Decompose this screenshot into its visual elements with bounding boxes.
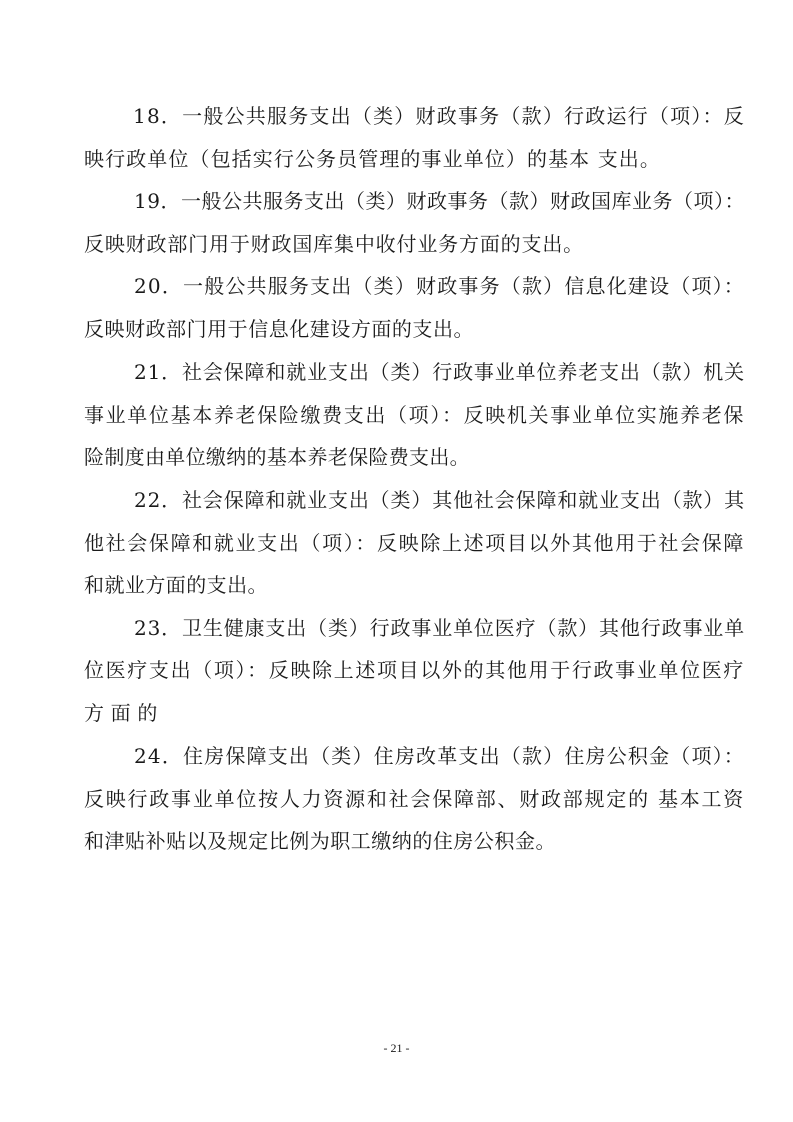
line-text: 21．社会保障和就业支出（类）行政事业单位养老支出（款）机关: [134, 360, 745, 384]
text-line: [0, 655, 793, 685]
text-line: [0, 826, 793, 856]
line-text: 23．卫生健康支出（类）行政事业单位医疗（款）其他行政事业单: [134, 616, 745, 640]
line-text: 他社会保障和就业支出（项）：反映除上述项目以外其他用于社会保障: [84, 531, 745, 555]
text-line: [0, 271, 793, 301]
text-line: [0, 613, 793, 643]
line-text: 和就业方面的支出。: [84, 573, 268, 597]
text-line: [0, 485, 793, 515]
text-line: [0, 528, 793, 558]
text-line: [0, 357, 793, 387]
line-text: 反映行政事业单位按人力资源和社会保障部、财政部规定的 基本工资: [84, 787, 745, 811]
text-line: [0, 442, 793, 472]
text-line: [0, 784, 793, 814]
text-line: [0, 144, 793, 174]
text-line: [0, 741, 793, 771]
text-line: [0, 314, 793, 344]
line-text: 位医疗支出（项）：反映除上述项目以外的其他用于行政事业单位医疗: [84, 658, 745, 682]
line-text: 反映财政部门用于财政国库集中收付业务方面的支出。: [84, 232, 584, 256]
line-text: 24．住房保障支出（类）住房改革支出（款）住房公积金（项）：: [134, 744, 745, 768]
text-line: [0, 570, 793, 600]
line-text: 方面的: [84, 701, 164, 725]
line-text: 险制度由单位缴纳的基本养老保险费支出。: [84, 445, 470, 469]
line-text: 18．一般公共服务支出（类）财政事务（款）行政运行（项）：反: [133, 104, 745, 128]
text-line: [0, 229, 793, 259]
line-text: 20．一般公共服务支出（类）财政事务（款）信息化建设（项）：: [134, 274, 745, 298]
page-number: - 21 -: [383, 1041, 410, 1055]
line-text: 事业单位基本养老保险缴费支出（项）：反映机关事业单位实施养老保: [84, 403, 745, 427]
line-text: 22．社会保障和就业支出（类）其他社会保障和就业支出（款）其: [134, 488, 745, 512]
line-text: 反映财政部门用于信息化建设方面的支出。: [84, 317, 474, 341]
line-text: 映行政单位（包括实行公务员管理的事业单位）的基本 支出。: [84, 147, 661, 171]
line-text: 和津贴补贴以及规定比例为职工缴纳的住房公积金。: [84, 829, 556, 853]
text-line: [0, 101, 793, 131]
line-text: 19．一般公共服务支出（类）财政事务（款）财政国库业务（项）：: [134, 189, 745, 213]
text-line: [0, 400, 793, 430]
text-line: [0, 698, 793, 728]
text-line: [0, 186, 793, 216]
